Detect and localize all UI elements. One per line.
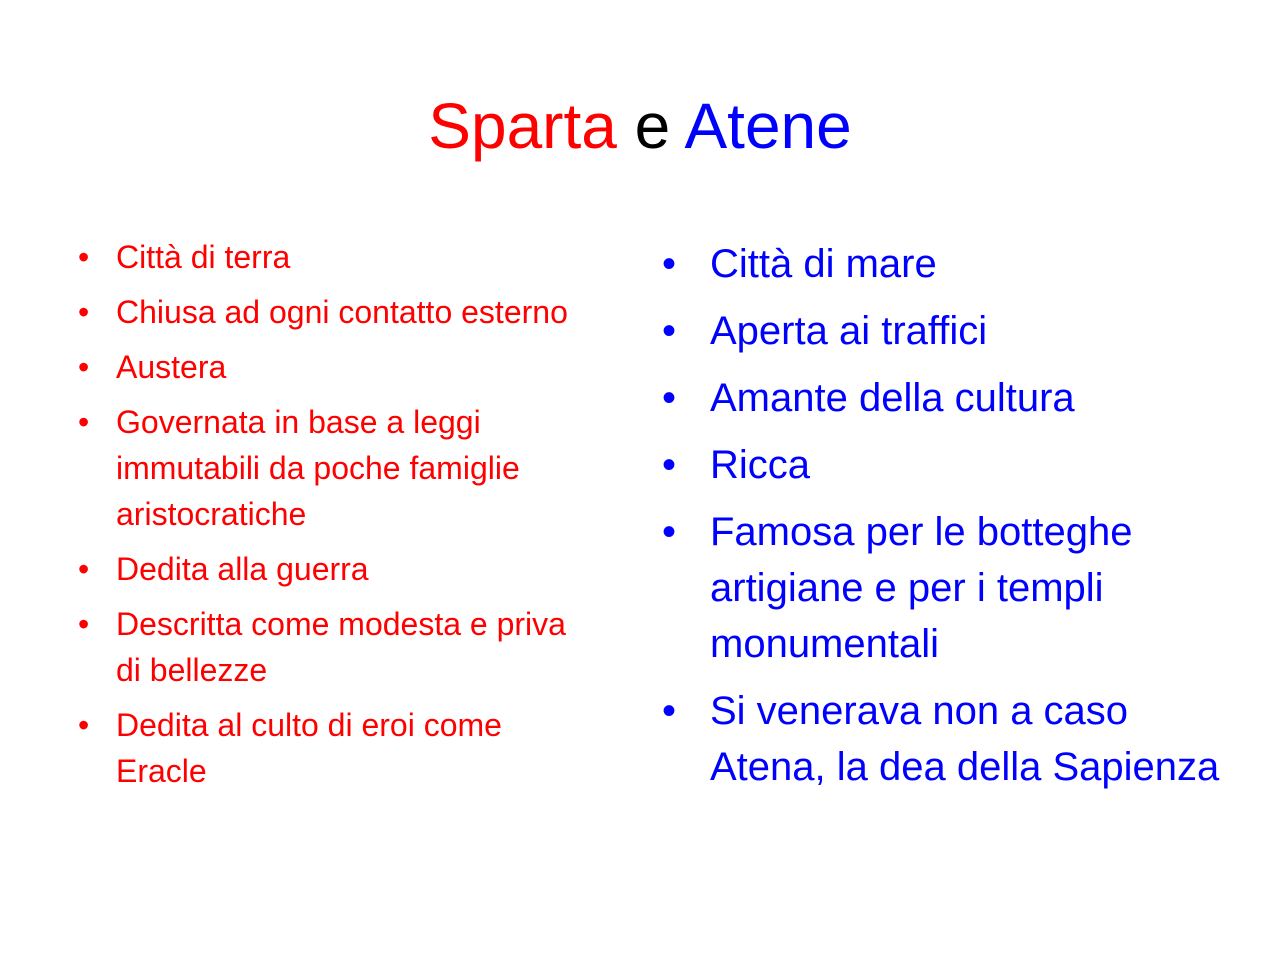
bullet-icon: • [662,689,677,733]
sparta-item-text: Governata in base a leggi immutabili da poche famiglie aristocratiche [116,404,520,532]
atene-item-text: Ricca [710,443,811,487]
sparta-list-item [78,344,598,390]
sparta-item-text: Dedita alla guerra [116,551,369,587]
bullet-icon: • [662,510,677,554]
sparta-item-text: Austera [116,349,227,385]
atene-list-item [662,303,1222,359]
title-atene: Atene [684,90,852,162]
bullet-icon: • [78,606,90,642]
atene-list-item [662,236,1222,292]
atene-item-text: Aperta ai traffici [710,309,988,353]
sparta-list [78,234,598,803]
sparta-list-item [78,234,598,280]
atene-list-item [662,370,1222,426]
sparta-item-text: Città di terra [116,239,291,275]
atene-list-item [662,683,1222,795]
atene-item-text: Si venerava non a caso Atena, la dea della Sapienza [710,689,1220,789]
bullet-icon: • [78,294,90,330]
atene-list [662,236,1222,806]
bullet-icon: • [78,551,90,587]
bullet-icon: • [662,309,677,353]
sparta-list-item [78,289,598,335]
bullet-icon: • [662,443,677,487]
bullet-icon: • [78,239,90,275]
title-connector: e [616,90,685,162]
title-sparta: Sparta [428,90,617,162]
sparta-list-item [78,546,598,592]
sparta-item-text: Chiusa ad ogni contatto esterno [116,294,568,330]
sparta-item-text: Descritta come modesta e priva di bellezze [116,606,566,688]
atene-item-text: Famosa per le botteghe artigiane e per i templi monumentali [710,510,1133,666]
sparta-list-item [78,399,598,537]
sparta-list-item [78,601,598,693]
bullet-icon: • [78,707,90,743]
sparta-item-text: Dedita al culto di eroi come Eracle [116,707,502,789]
bullet-icon: • [78,349,90,385]
sparta-list-item [78,702,598,794]
atene-list-item [662,504,1222,672]
bullet-icon: • [78,404,90,440]
bullet-icon: • [662,242,677,286]
atene-item-text: Amante della cultura [710,376,1075,420]
bullet-icon: • [662,376,677,420]
slide-title [0,86,1280,166]
atene-item-text: Città di mare [710,242,937,286]
atene-list-item [662,437,1222,493]
